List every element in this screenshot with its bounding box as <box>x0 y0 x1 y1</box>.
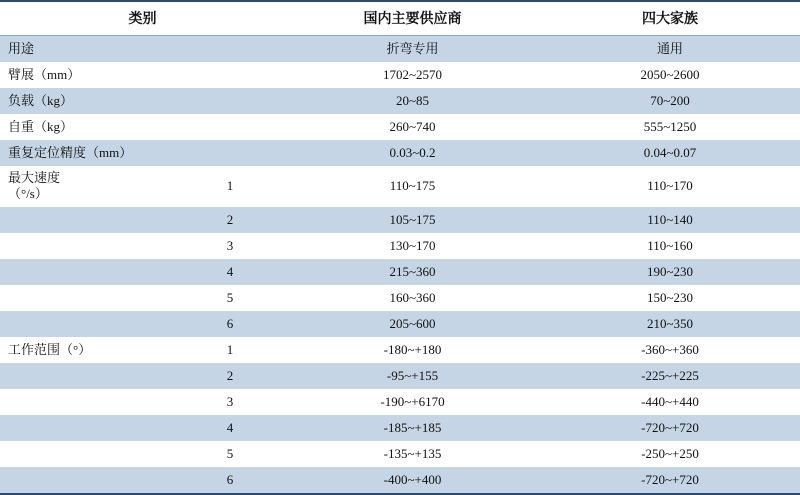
cell-category <box>0 166 175 207</box>
table-row <box>0 311 800 337</box>
cell-category <box>0 233 175 259</box>
cell-axis-number: 5 <box>175 441 285 467</box>
cell-axis-number: 6 <box>175 311 285 337</box>
cell-big-four-value: -250~+250 <box>540 441 800 467</box>
cell-domestic-value: 1702~2570 <box>285 62 540 88</box>
cell-big-four-value: 190~230 <box>540 259 800 285</box>
table-row <box>0 415 800 441</box>
cell-axis-number <box>175 114 285 140</box>
cell-axis-number <box>175 62 285 88</box>
cell-big-four-value: 110~140 <box>540 207 800 233</box>
cell-axis-number: 6 <box>175 467 285 494</box>
cell-axis-number <box>175 88 285 114</box>
cell-axis-number: 2 <box>175 207 285 233</box>
cell-domestic-value: 105~175 <box>285 207 540 233</box>
cell-big-four-value: 2050~2600 <box>540 62 800 88</box>
cell-big-four-value: 70~200 <box>540 88 800 114</box>
cell-axis-number: 4 <box>175 259 285 285</box>
cell-domestic-value: 0.03~0.2 <box>285 140 540 166</box>
table-row <box>0 62 800 88</box>
cell-domestic-value: 折弯专用 <box>285 36 540 63</box>
table-row <box>0 337 800 363</box>
cell-axis-number: 5 <box>175 285 285 311</box>
table-body <box>0 36 800 494</box>
cell-domestic-value: 205~600 <box>285 311 540 337</box>
table-row <box>0 88 800 114</box>
cell-big-four-value: -440~+440 <box>540 389 800 415</box>
cell-domestic-value: -180~+180 <box>285 337 540 363</box>
table-row <box>0 140 800 166</box>
cell-category <box>0 415 175 441</box>
cell-axis-number: 3 <box>175 389 285 415</box>
cell-domestic-value: -135~+135 <box>285 441 540 467</box>
cell-big-four-value: 110~160 <box>540 233 800 259</box>
cell-axis-number: 1 <box>175 166 285 207</box>
table-row <box>0 285 800 311</box>
table-row <box>0 114 800 140</box>
cell-axis-number <box>175 36 285 63</box>
cell-axis-number: 2 <box>175 363 285 389</box>
cell-big-four-value: 通用 <box>540 36 800 63</box>
cell-category <box>0 467 175 494</box>
cell-big-four-value: 0.04~0.07 <box>540 140 800 166</box>
cell-category <box>0 259 175 285</box>
cell-domestic-value: -190~+6170 <box>285 389 540 415</box>
cell-category <box>0 285 175 311</box>
cell-category: 臂展（mm） <box>0 62 175 88</box>
cell-axis-number <box>175 140 285 166</box>
header-row <box>0 1 800 36</box>
table-row <box>0 389 800 415</box>
column-header-category: 类别 <box>0 1 285 36</box>
cell-domestic-value: -95~+155 <box>285 363 540 389</box>
cell-category <box>0 207 175 233</box>
cell-axis-number: 1 <box>175 337 285 363</box>
column-header-big-four: 四大家族 <box>540 1 800 36</box>
cell-domestic-value: 260~740 <box>285 114 540 140</box>
cell-domestic-value: 130~170 <box>285 233 540 259</box>
cell-category: 用途 <box>0 36 175 63</box>
cell-big-four-value: 150~230 <box>540 285 800 311</box>
cell-big-four-value: -720~+720 <box>540 467 800 494</box>
cell-domestic-value: 160~360 <box>285 285 540 311</box>
table-row <box>0 166 800 207</box>
column-header-domestic: 国内主要供应商 <box>285 1 540 36</box>
table-row <box>0 467 800 494</box>
table-row <box>0 207 800 233</box>
cell-big-four-value: 210~350 <box>540 311 800 337</box>
cell-category <box>0 311 175 337</box>
table-row <box>0 233 800 259</box>
cell-big-four-value: -225~+225 <box>540 363 800 389</box>
cell-domestic-value: 110~175 <box>285 166 540 207</box>
cell-big-four-value: -360~+360 <box>540 337 800 363</box>
cell-domestic-value: 215~360 <box>285 259 540 285</box>
cell-big-four-value: 555~1250 <box>540 114 800 140</box>
table-header <box>0 1 800 36</box>
cell-domestic-value: -185~+185 <box>285 415 540 441</box>
table-row <box>0 363 800 389</box>
cell-axis-number: 4 <box>175 415 285 441</box>
cell-category <box>0 389 175 415</box>
cell-category: 自重（kg） <box>0 114 175 140</box>
cell-big-four-value: -720~+720 <box>540 415 800 441</box>
cell-category: 工作范围（°） <box>0 337 175 363</box>
cell-category-line: 最大速度 <box>8 170 61 185</box>
cell-domestic-value: 20~85 <box>285 88 540 114</box>
cell-category <box>0 363 175 389</box>
table-row <box>0 259 800 285</box>
cell-domestic-value: -400~+400 <box>285 467 540 494</box>
cell-big-four-value: 110~170 <box>540 166 800 207</box>
cell-axis-number: 3 <box>175 233 285 259</box>
table-row <box>0 36 800 63</box>
cell-category: 负载（kg） <box>0 88 175 114</box>
cell-category-line: （°/s） <box>8 186 48 202</box>
cell-category: 重复定位精度（mm） <box>0 140 175 166</box>
